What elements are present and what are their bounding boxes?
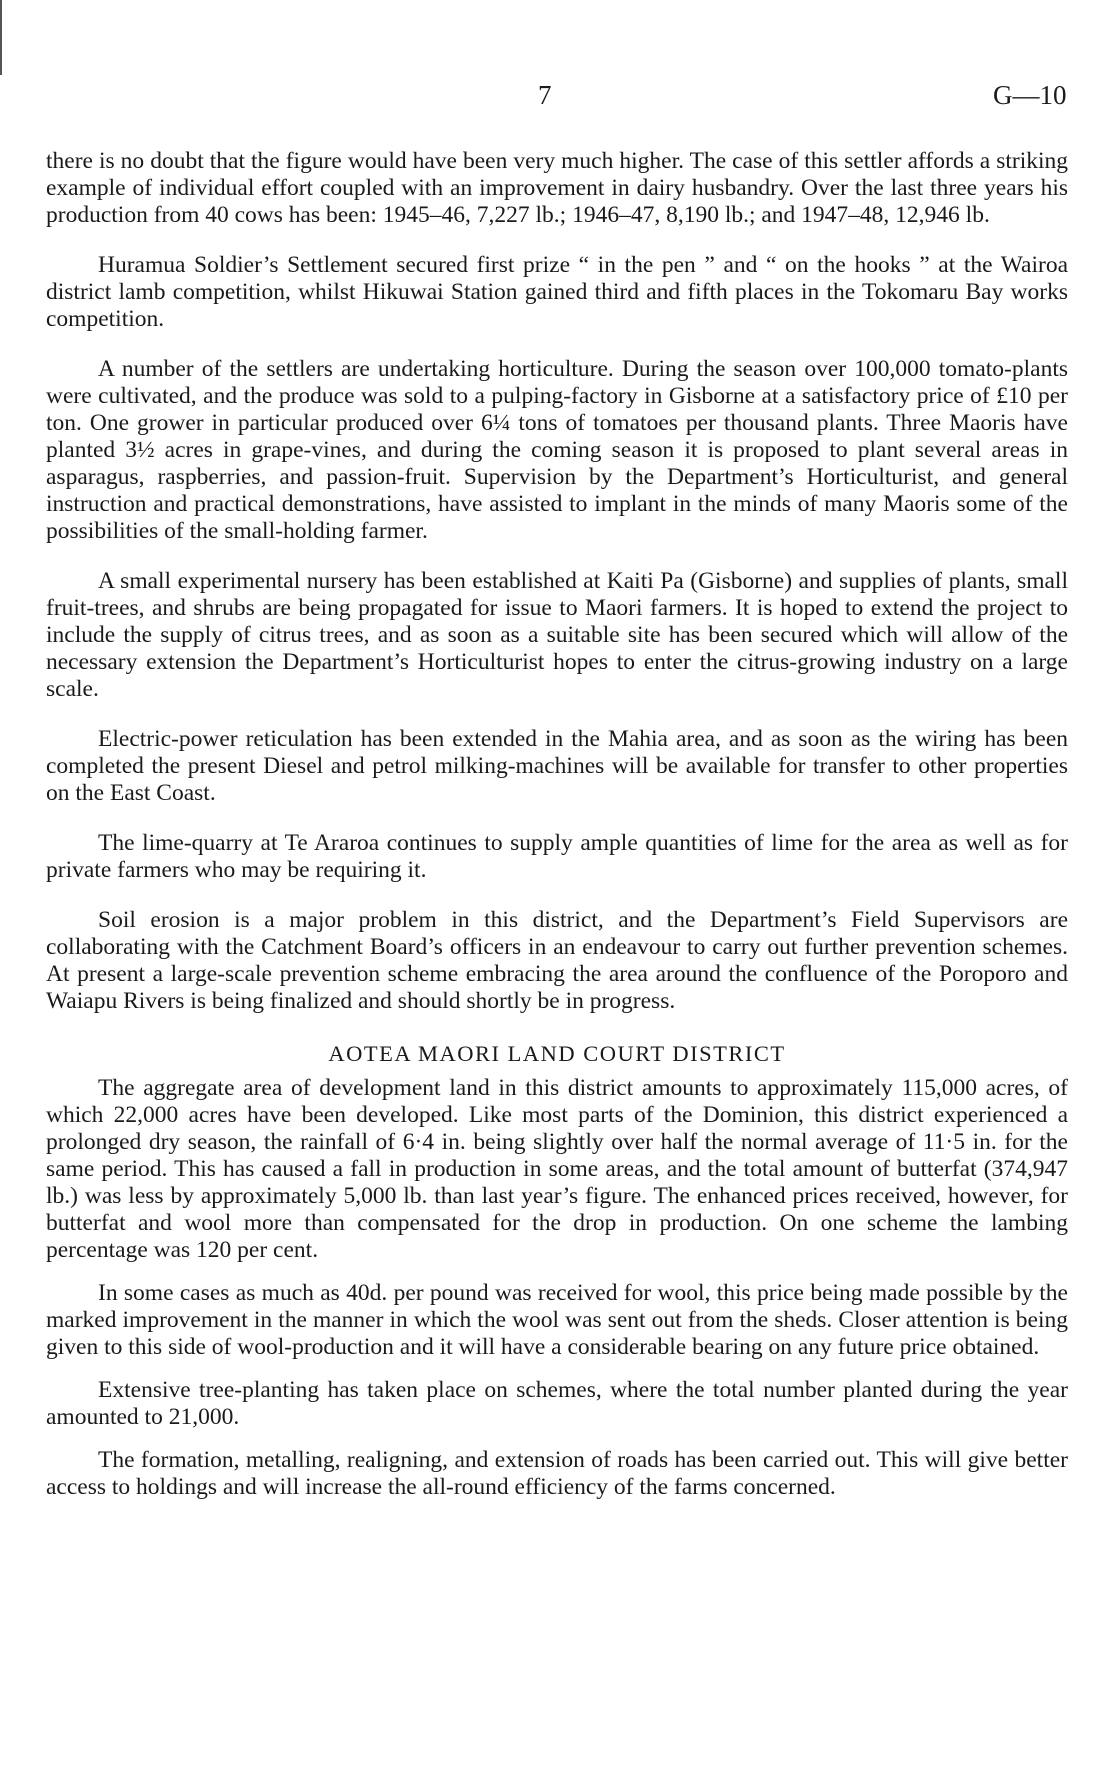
paragraph-huramua: Huramua Soldier’s Settlement secured first prize “ in the pen ” and “ on the hooks ” at the Wairoa district lamb competition, whilst Hikuwai Station gained third and fifth places in the Tokomaru Bay works competition. [46, 252, 1068, 332]
margin-rule [0, 0, 2, 75]
paragraph-electric-power: Electric-power reticulation has been extended in the Mahia area, and as soon as the wiring has been completed the present Diesel and petrol milking-machines will be available for transfer to other properties on the East Coast. [46, 726, 1068, 806]
paragraph-lime-quarry: The lime-quarry at Te Araroa continues to supply ample quantities of lime for the area as well as for private farmers who may be requiring it. [46, 830, 1068, 883]
paragraph-tree-planting: Extensive tree-planting has taken place on schemes, where the total number planted during the year amounted to 21,000. [46, 1377, 1068, 1430]
page-number: 7 [538, 80, 552, 110]
paragraph-horticulture: A number of the settlers are undertaking horticulture. During the season over 100,000 tomato-plants were cultivated, and the produce was sold to a pulping-factory in Gisborne at a satisfactory price of £10 per ton. One grower in particular produced over 6¼ tons of tomatoes per thousand plants. Three Maoris have planted 3½ acres in grape-vines, and during the coming season it is proposed to plant several areas in asparagus, raspberries, and passion-fruit. Supervision by the Department’s Horticulturist, and general instruction and practical demonstrations, have assisted to implant in the minds of many Maoris some of the possibilities of the small-holding farmer. [46, 356, 1068, 544]
paragraph-nursery: A small experimental nursery has been established at Kaiti Pa (Gisborne) and supplies of plants, small fruit-trees, and shrubs are being propagated for issue to Maori farmers. It is hoped to extend the project to include the supply of citrus trees, and as soon as a suitable site has been secured which will allow of the necessary extension the Department’s Horticulturist hopes to enter the citrus-growing industry on a large scale. [46, 568, 1068, 702]
paragraph-aotea-area: The aggregate area of development land in this district amounts to approximately 115,000 acres, of which 22,000 acres have been developed. Like most parts of the Dominion, this district experienced a prolonged dry season, the rainfall of 6·4 in. being slightly over half the normal average of 11·5 in. for the same period. This has caused a fall in production in some areas, and the total amount of butterfat (374,947 lb.) was less by approximately 5,000 lb. than last year’s figure. The enhanced prices received, however, for butterfat and wool more than compensated for the drop in production. On one scheme the lambing percentage was 120 per cent. [46, 1075, 1068, 1263]
paragraph-wool-price: In some cases as much as 40d. per pound was received for wool, this price being made possible by the marked improvement in the manner in which the wool was sent out from the sheds. Closer attention is being given to this side of wool-production and it will have a considerable bearing on any future price obtained. [46, 1280, 1068, 1360]
paragraph-roads: The formation, metalling, realigning, and extension of roads has been carried out. This will give better access to holdings and will increase the all-round efficiency of the farms concerned. [46, 1447, 1068, 1500]
section-heading: AOTEA MAORI LAND COURT DISTRICT [328, 1041, 786, 1066]
document-code: G—10 [993, 80, 1067, 110]
paragraph-soil-erosion: Soil erosion is a major problem in this district, and the Department’s Field Supervisors are collaborating with the Catchment Board’s officers in an endeavour to carry out further prevention schemes. At present a large-scale prevention scheme embracing the area around the confluence of the Poroporo and Waiapu Rivers is being finalized and should shortly be in progress. [46, 907, 1068, 1014]
page-body [46, 148, 1068, 1501]
paragraph-continuation: there is no doubt that the figure would have been very much higher. The case of this settler affords a striking example of individual effort coupled with an improvement in dairy husbandry. Over the last three years his production from 40 cows has been: 1945–46, 7,227 lb.; 1946–47, 8,190 lb.; and 1947–48, 12,946 lb. [46, 148, 1068, 228]
